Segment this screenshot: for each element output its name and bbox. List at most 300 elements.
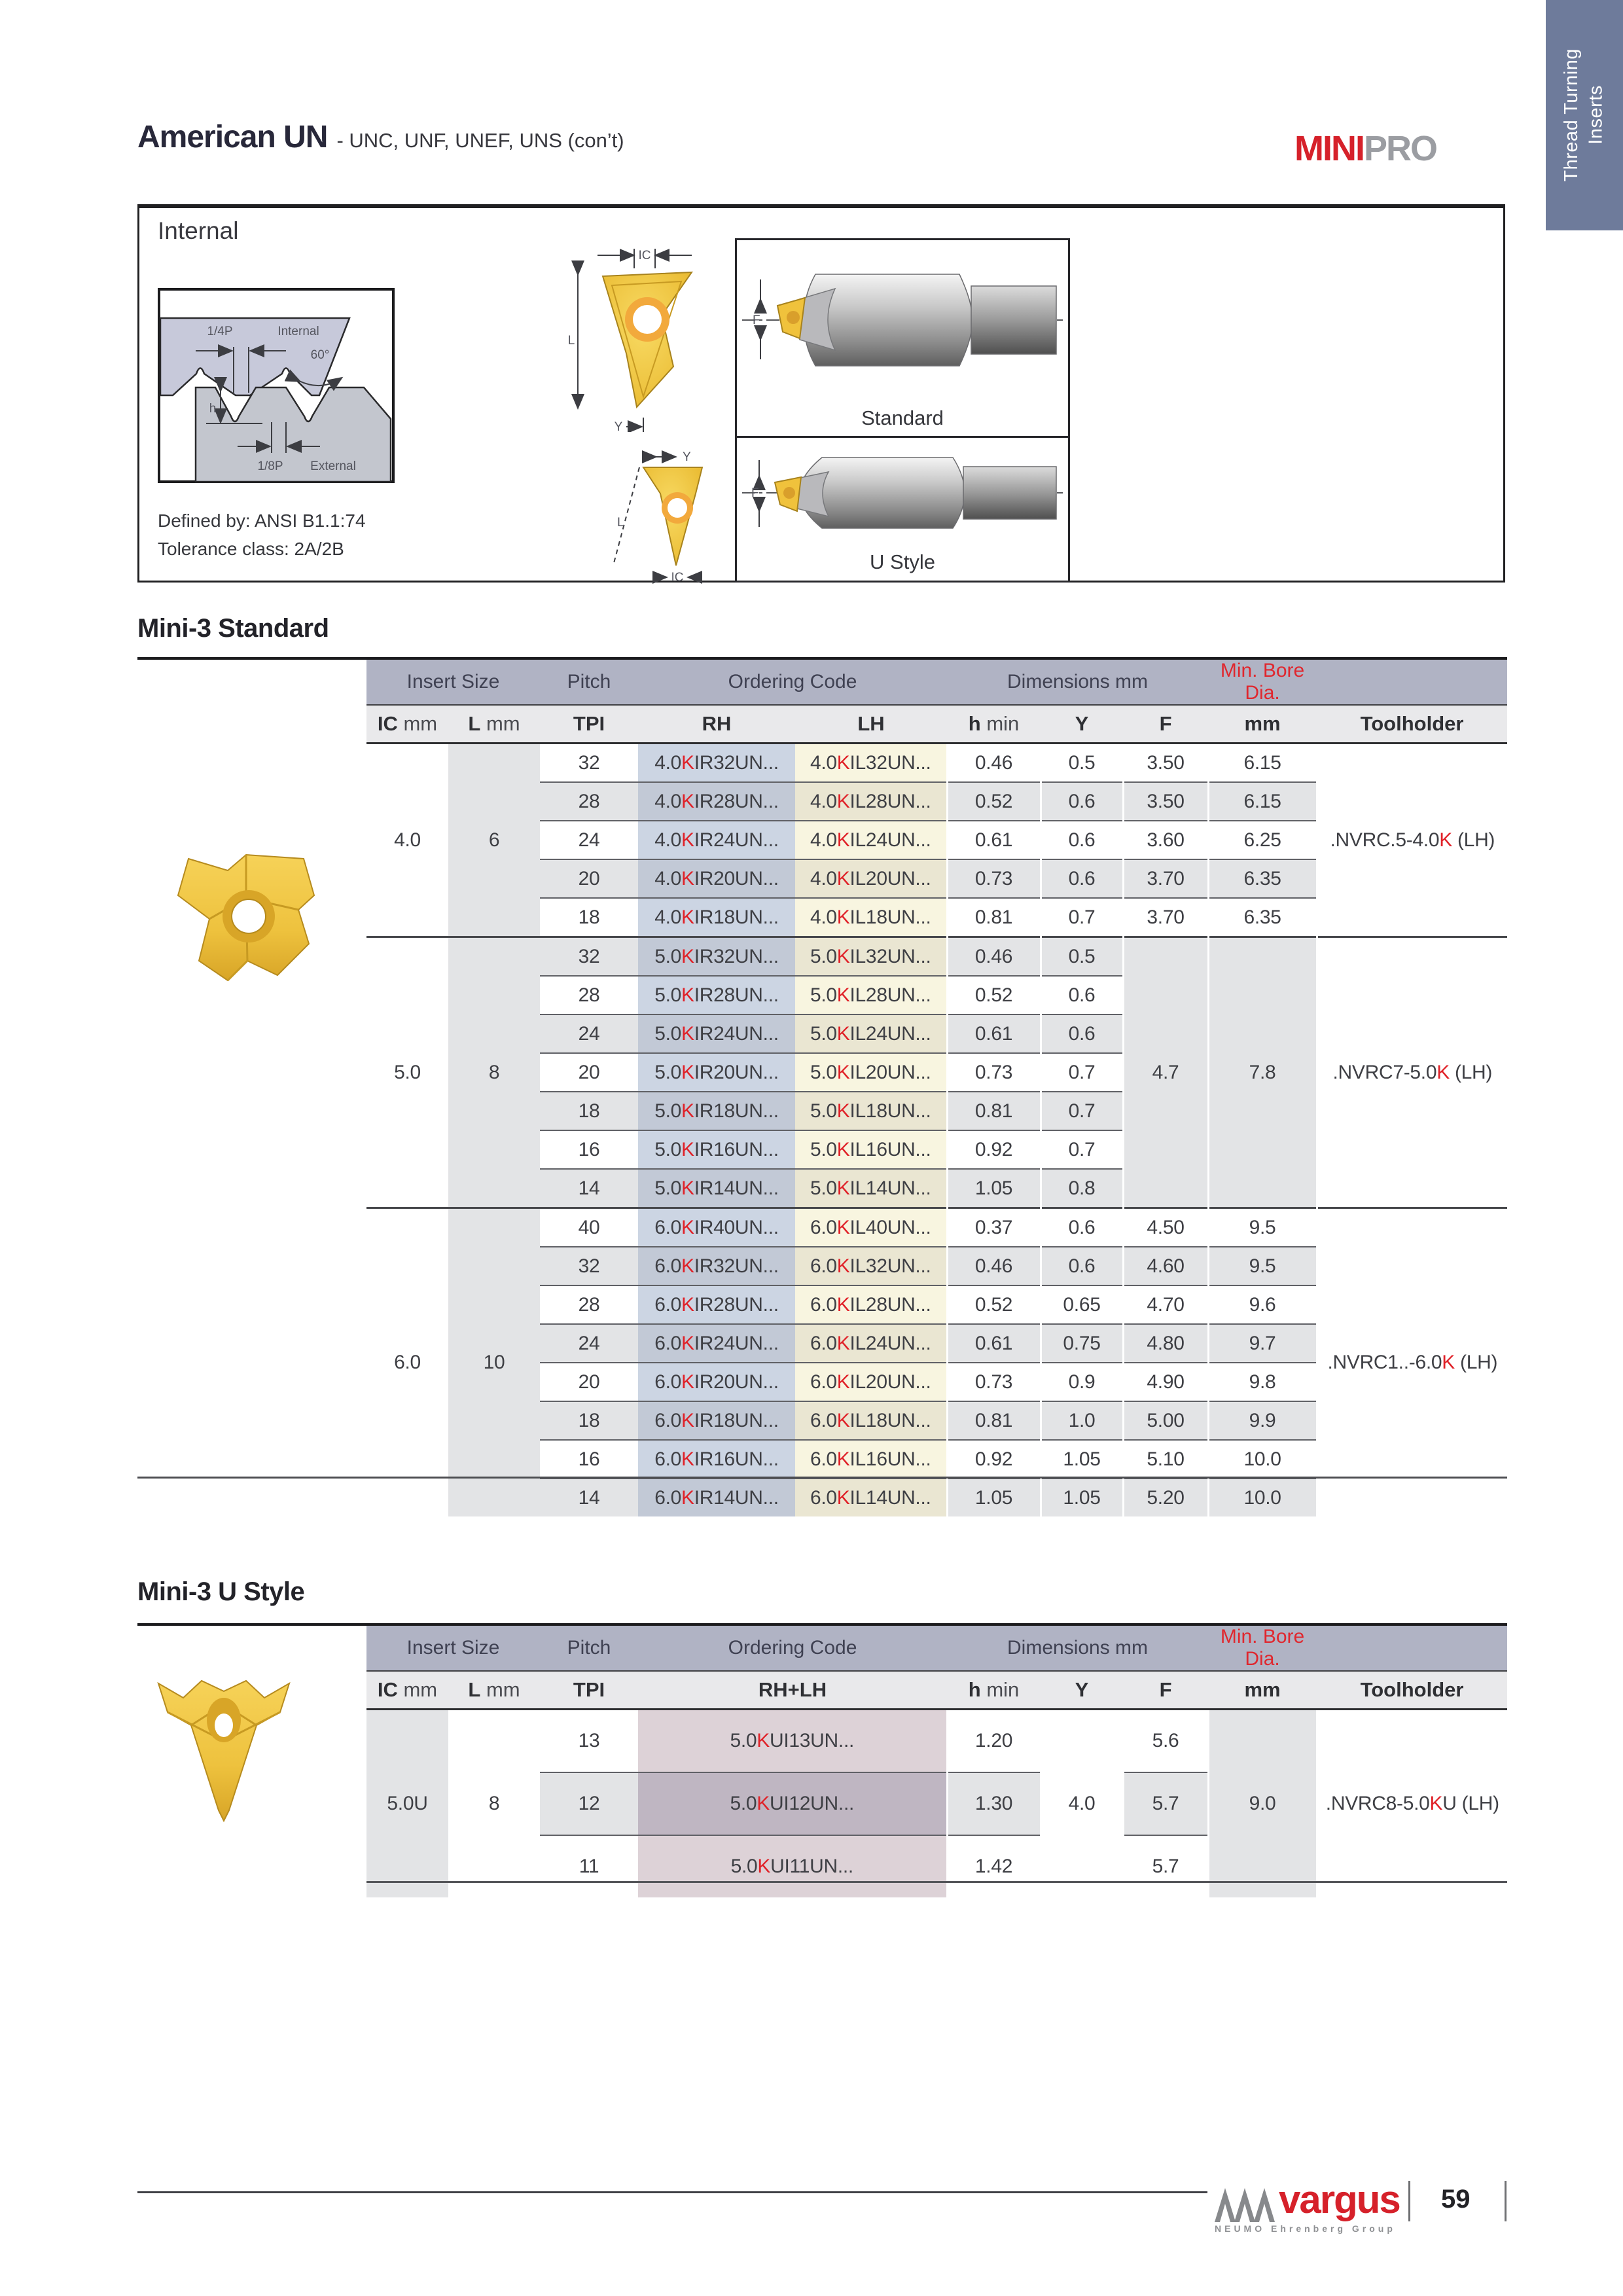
- header-ordering-code: Ordering Code: [638, 660, 947, 705]
- ordering-code-rh-red: K: [681, 1061, 694, 1083]
- u-toolholder-cell-post: U (LH): [1442, 1793, 1499, 1814]
- toolholder-cell-pre: .NVRC1..-6.0: [1327, 1352, 1442, 1373]
- ordering-code-rh-red: K: [681, 1177, 694, 1199]
- y-cell: 0.9: [1041, 1363, 1123, 1401]
- u-col-l-mm: L mm: [448, 1671, 540, 1710]
- ordering-code-rh-post: IR28UN...: [694, 1293, 779, 1316]
- h-min-cell: 1.05: [947, 1169, 1041, 1208]
- u-ordering-code-red: K: [757, 1856, 771, 1877]
- ordering-code-rh-pre: 4.0: [654, 906, 682, 928]
- footer-divider-1: [1408, 2181, 1410, 2221]
- u-header-spacer: [1317, 1626, 1507, 1671]
- y-cell: 0.7: [1041, 1130, 1123, 1169]
- ordering-code-rh-post: IR14UN...: [694, 1177, 779, 1199]
- ordering-code-rh-pre: 4.0: [654, 867, 682, 889]
- ordering-code-rh-pre: 6.0: [654, 1486, 682, 1509]
- toolholder-cell-red: K: [1436, 1061, 1450, 1083]
- u-ordering-code-red: K: [757, 1793, 770, 1814]
- f-cell: 3.60: [1123, 821, 1208, 859]
- ordering-code-lh-red: K: [836, 945, 850, 967]
- h-min-cell: 0.61: [947, 1014, 1041, 1053]
- y-cell: 0.6: [1041, 1247, 1123, 1285]
- ordering-code-rh-pre: 6.0: [654, 1293, 682, 1316]
- ordering-code-rh-post: IR18UN...: [694, 906, 779, 928]
- page-subtitle: - UNC, UNF, UNEF, UNS (con’t): [336, 129, 624, 152]
- u-ordering-code: [638, 1835, 947, 1897]
- y-cell: 0.5: [1041, 937, 1123, 977]
- ordering-code-lh-pre: 5.0: [810, 1022, 837, 1045]
- ordering-code-lh: [795, 1208, 947, 1247]
- h-min-cell: 0.37: [947, 1208, 1041, 1247]
- ordering-code-lh-pre: 5.0: [810, 984, 837, 1006]
- u-toolholder-cell-pre: .NVRC8-5.0: [1325, 1793, 1430, 1814]
- header-pitch: Pitch: [540, 660, 638, 705]
- ordering-code-lh: [795, 1247, 947, 1285]
- ordering-code-lh-post: IL20UN...: [849, 867, 931, 889]
- ordering-code-lh: [795, 1363, 947, 1401]
- ordering-code-lh-red: K: [836, 1448, 850, 1470]
- ordering-code-rh-pre: 5.0: [654, 1100, 682, 1122]
- y-cell: 0.7: [1041, 1092, 1123, 1130]
- internal-panel: [137, 204, 1505, 583]
- ordering-code-lh-post: IL18UN...: [849, 1100, 931, 1122]
- header-dimensions: Dimensions mm: [947, 660, 1208, 705]
- u-col-y: Y: [1041, 1671, 1123, 1710]
- tpi-cell: 28: [540, 782, 638, 821]
- footer-divider-2: [1505, 2181, 1507, 2221]
- u-ordering-code-pre: 5.0: [730, 1793, 757, 1814]
- y-cell: 0.65: [1041, 1285, 1123, 1324]
- vargus-logo-mark: [1215, 2184, 1283, 2222]
- col-lh: LH: [795, 705, 947, 744]
- ordering-code-lh-red: K: [836, 906, 850, 928]
- ordering-code-lh: [795, 1479, 947, 1516]
- ordering-code-lh: [795, 859, 947, 898]
- l-cell: 10: [448, 1208, 540, 1517]
- tolerance-text: Tolerance class: 2A/2B: [158, 539, 344, 560]
- ordering-code-rh: [638, 1130, 795, 1169]
- label-quarter-p: 1/4P: [207, 325, 233, 338]
- ordering-code-lh-pre: 6.0: [810, 1486, 837, 1509]
- ordering-code-rh-pre: 5.0: [654, 1138, 682, 1160]
- ordering-code-lh-post: IL14UN...: [849, 1486, 931, 1509]
- col-rh: RH: [638, 705, 795, 744]
- toolholder-cell: [1317, 744, 1507, 937]
- ordering-code-rh-pre: 5.0: [654, 1022, 682, 1045]
- standard-row-5.0-32: [366, 937, 1507, 977]
- ordering-code-lh-red: K: [836, 1022, 850, 1045]
- standard-caption: Standard: [861, 406, 944, 429]
- toolholder-cell-pre: .NVRC7-5.0: [1332, 1061, 1437, 1083]
- ordering-code-rh-post: IR18UN...: [694, 1409, 779, 1431]
- ordering-code-lh-pre: 4.0: [810, 751, 837, 774]
- ordering-code-lh-red: K: [836, 790, 850, 812]
- standard-row-4.0-32: [366, 744, 1507, 783]
- ordering-code-lh-pre: 4.0: [810, 906, 837, 928]
- ordering-code-rh: [638, 1401, 795, 1440]
- ordering-code-lh-post: IL28UN...: [849, 984, 931, 1006]
- dim-l: L: [567, 334, 575, 348]
- ordering-code-lh-red: K: [836, 751, 850, 774]
- y-cell: 0.75: [1041, 1324, 1123, 1363]
- ordering-code-rh-red: K: [681, 1022, 694, 1045]
- chapter-tab-label: Thread Turning Inserts: [1561, 48, 1607, 182]
- y-cell: 0.7: [1041, 898, 1123, 937]
- u-tpi-cell: 12: [540, 1772, 638, 1835]
- f-cell: 5.10: [1123, 1440, 1208, 1479]
- ordering-code-lh-red: K: [836, 1371, 850, 1393]
- h-min-cell: 0.92: [947, 1440, 1041, 1479]
- ordering-code-rh: [638, 1479, 795, 1516]
- ordering-code-lh-pre: 5.0: [810, 1138, 837, 1160]
- ordering-code-rh: [638, 1092, 795, 1130]
- ordering-code-rh-post: IR20UN...: [694, 867, 779, 889]
- y-cell: 1.05: [1041, 1479, 1123, 1516]
- tpi-cell: 28: [540, 1285, 638, 1324]
- ordering-code-rh-red: K: [681, 984, 694, 1006]
- ordering-code-lh-post: IL28UN...: [849, 1293, 931, 1316]
- ordering-code-lh-pre: 4.0: [810, 790, 837, 812]
- ordering-code-lh-post: IL24UN...: [849, 1022, 931, 1045]
- ordering-code-lh: [795, 1324, 947, 1363]
- min-bore-cell: 10.0: [1208, 1440, 1317, 1479]
- ordering-code-rh: [638, 1208, 795, 1247]
- h-min-cell: 0.46: [947, 1247, 1041, 1285]
- ordering-code-lh-red: K: [836, 1486, 850, 1509]
- ordering-code-rh-red: K: [681, 751, 694, 774]
- min-bore-cell: 6.25: [1208, 821, 1317, 859]
- tpi-cell: 28: [540, 976, 638, 1014]
- f-cell: 3.70: [1123, 898, 1208, 937]
- h-min-cell: 0.81: [947, 1401, 1041, 1440]
- ordering-code-lh-post: IL28UN...: [849, 790, 931, 812]
- l-cell: 8: [448, 937, 540, 1208]
- ustyle-holder-box: [735, 436, 1070, 583]
- toolholder-cell-post: (LH): [1454, 1352, 1498, 1373]
- col-mm: mm: [1208, 705, 1317, 744]
- ordering-code-rh-red: K: [681, 790, 694, 812]
- ordering-code-lh-pre: 5.0: [810, 1177, 837, 1199]
- ustyle-table-wrap: [366, 1626, 1507, 1897]
- ordering-code-rh: [638, 1363, 795, 1401]
- ustyle-section-heading: Mini-3 U Style: [137, 1577, 305, 1606]
- header-insert-size: Insert Size: [366, 660, 540, 705]
- tpi-cell: 20: [540, 1363, 638, 1401]
- h-min-cell: 0.52: [947, 1285, 1041, 1324]
- ordering-code-rh-post: IR20UN...: [694, 1061, 779, 1083]
- u-header-min-bore: Min. Bore Dia.: [1208, 1626, 1317, 1671]
- ordering-code-lh-pre: 5.0: [810, 1061, 837, 1083]
- ordering-code-rh: [638, 821, 795, 859]
- ordering-code-rh: [638, 976, 795, 1014]
- ustyle-caption: U Style: [870, 550, 935, 573]
- col-toolholder: Toolholder: [1317, 705, 1507, 744]
- standard-insert-diagram: [563, 242, 727, 432]
- ustyle-insert-diagram: [597, 448, 748, 584]
- ordering-code-rh: [638, 782, 795, 821]
- h-min-cell: 0.61: [947, 821, 1041, 859]
- u-ordering-code-pre: 5.0: [730, 1730, 757, 1751]
- ordering-code-rh: [638, 859, 795, 898]
- ordering-code-rh-pre: 6.0: [654, 1448, 682, 1470]
- ordering-code-rh-pre: 6.0: [654, 1255, 682, 1277]
- ordering-code-lh-post: IL24UN...: [849, 1332, 931, 1354]
- ustyle-holder-image: [737, 438, 1068, 548]
- ordering-code-rh: [638, 1169, 795, 1208]
- ordering-code-lh: [795, 1014, 947, 1053]
- ordering-code-rh-red: K: [681, 1332, 694, 1354]
- ordering-code-lh-pre: 6.0: [810, 1332, 837, 1354]
- ordering-code-lh: [795, 1401, 947, 1440]
- u-header-dimensions: Dimensions mm: [947, 1626, 1208, 1671]
- ordering-code-lh-pre: 6.0: [810, 1293, 837, 1316]
- ordering-code-lh-pre: 4.0: [810, 829, 837, 851]
- ordering-code-rh-red: K: [681, 1486, 694, 1509]
- y-cell: 0.7: [1041, 1053, 1123, 1092]
- ordering-code-lh-post: IL16UN...: [849, 1448, 931, 1470]
- min-bore-cell: 9.9: [1208, 1401, 1317, 1440]
- ordering-code-rh-post: IR24UN...: [694, 1332, 779, 1354]
- ordering-code-lh-red: K: [836, 1177, 850, 1199]
- u-col-h-min: h min: [947, 1671, 1041, 1710]
- toolholder-cell: [1317, 1208, 1507, 1517]
- ordering-code-rh-post: IR32UN...: [694, 945, 779, 967]
- f-cell-merged: 4.7: [1123, 937, 1208, 1208]
- thread-profile-diagram: [158, 288, 399, 484]
- standard-group-header-row: [366, 660, 1507, 705]
- ordering-code-lh: [795, 1130, 947, 1169]
- h-min-cell: 0.61: [947, 1324, 1041, 1363]
- ustyle-insert-photo: [145, 1662, 302, 1826]
- ordering-code-lh-pre: 6.0: [810, 1448, 837, 1470]
- u-h-min-cell: 1.42: [947, 1835, 1041, 1897]
- h-min-cell: 0.73: [947, 859, 1041, 898]
- ordering-code-rh: [638, 744, 795, 783]
- u-col-rhlh: RH+LH: [638, 1671, 947, 1710]
- standard-insert-photo: [149, 833, 343, 1004]
- y-cell: 0.8: [1041, 1169, 1123, 1208]
- h-min-cell: 1.05: [947, 1479, 1041, 1516]
- defined-by-text: Defined by: ANSI B1.1:74: [158, 511, 366, 531]
- u-col-ic-mm: IC mm: [366, 1671, 448, 1710]
- header-min-bore: Min. Bore Dia.: [1208, 660, 1317, 705]
- f-cell: 4.50: [1123, 1208, 1208, 1247]
- ordering-code-lh-red: K: [836, 1100, 850, 1122]
- ordering-code-lh: [795, 782, 947, 821]
- label-angle: 60°: [310, 348, 330, 362]
- f-cell: 5.00: [1123, 1401, 1208, 1440]
- f-cell: 4.60: [1123, 1247, 1208, 1285]
- dim-f-u: F: [751, 486, 759, 500]
- ordering-code-lh-red: K: [836, 1216, 850, 1238]
- ordering-code-rh-pre: 5.0: [654, 1177, 682, 1199]
- ordering-code-rh-pre: 6.0: [654, 1371, 682, 1393]
- min-bore-cell: 6.15: [1208, 782, 1317, 821]
- toolholder-cell: [1317, 937, 1507, 1208]
- ordering-code-lh-red: K: [836, 984, 850, 1006]
- ordering-code-rh-post: IR40UN...: [694, 1216, 779, 1238]
- ordering-code-rh-red: K: [681, 1409, 694, 1431]
- tpi-cell: 16: [540, 1440, 638, 1479]
- u-f-cell: 5.7: [1123, 1835, 1208, 1897]
- label-eighth-p: 1/8P: [257, 459, 283, 473]
- ordering-code-lh-post: IL32UN...: [849, 945, 931, 967]
- col-f: F: [1123, 705, 1208, 744]
- min-bore-cell-merged: 7.8: [1208, 937, 1317, 1208]
- ordering-code-rh-post: IR28UN...: [694, 790, 779, 812]
- toolholder-cell-post: (LH): [1449, 1061, 1493, 1083]
- min-bore-cell: 10.0: [1208, 1479, 1317, 1516]
- ordering-code-lh: [795, 1285, 947, 1324]
- y-cell: 0.6: [1041, 859, 1123, 898]
- vargus-subtitle: NEUMO Ehrenberg Group: [1215, 2223, 1396, 2234]
- ordering-code-lh-pre: 6.0: [810, 1255, 837, 1277]
- vargus-wordmark: vargus: [1279, 2178, 1400, 2221]
- ordering-code-lh-pre: 4.0: [810, 867, 837, 889]
- ordering-code-rh-post: IR28UN...: [694, 984, 779, 1006]
- ordering-code-lh-post: IL14UN...: [849, 1177, 931, 1199]
- u-header-ordering-code: Ordering Code: [638, 1626, 947, 1671]
- ordering-code-lh-red: K: [836, 1409, 850, 1431]
- ordering-code-rh-pre: 5.0: [654, 1061, 682, 1083]
- ordering-code-lh-post: IL32UN...: [849, 751, 931, 774]
- dim-ic-u: IC: [671, 571, 684, 584]
- ordering-code-rh-red: K: [681, 1216, 694, 1238]
- ordering-code-lh: [795, 976, 947, 1014]
- ordering-code-rh-red: K: [681, 1448, 694, 1470]
- standard-bottom-rule: [137, 1477, 1507, 1479]
- ordering-code-rh-pre: 4.0: [654, 751, 682, 774]
- u-col-mm: mm: [1208, 1671, 1317, 1710]
- h-min-cell: 0.81: [947, 1092, 1041, 1130]
- y-cell: 0.6: [1041, 1014, 1123, 1053]
- min-bore-cell: 6.35: [1208, 898, 1317, 937]
- ordering-code-rh-post: IR32UN...: [694, 1255, 779, 1277]
- vargus-logo: [1215, 2177, 1400, 2234]
- u-min-bore-cell-merged: 9.0: [1208, 1710, 1317, 1898]
- u-ic-cell: 5.0U: [366, 1710, 448, 1898]
- tpi-cell: 24: [540, 1324, 638, 1363]
- dim-f-standard: F: [753, 314, 760, 327]
- ordering-code-rh-red: K: [681, 1293, 694, 1316]
- tpi-cell: 32: [578, 751, 600, 774]
- y-cell: 0.5: [1041, 744, 1123, 783]
- col-y: Y: [1041, 705, 1123, 744]
- col-h-min: h min: [947, 705, 1041, 744]
- f-cell: 5.20: [1123, 1479, 1208, 1516]
- tpi-cell: 18: [540, 1092, 638, 1130]
- u-toolholder-cell-red: K: [1429, 1793, 1443, 1814]
- ustyle-group-header-row: [366, 1626, 1507, 1671]
- ordering-code-rh-post: IR24UN...: [694, 1022, 779, 1045]
- ordering-code-lh: [795, 1169, 947, 1208]
- ordering-code-lh-post: IL40UN...: [849, 1216, 931, 1238]
- ic-cell: 6.0: [366, 1208, 448, 1517]
- ordering-code-lh-red: K: [836, 1255, 850, 1277]
- l-cell: 6: [448, 744, 540, 937]
- minipro-logo: MINIPRO: [1294, 129, 1437, 168]
- tpi-cell: 32: [540, 937, 638, 977]
- ordering-code-rh-red: K: [681, 945, 694, 967]
- y-cell: 0.6: [1041, 821, 1123, 859]
- u-tpi-cell: 11: [540, 1835, 638, 1897]
- ordering-code-rh-pre: 6.0: [654, 1332, 682, 1354]
- ordering-code-rh: [638, 1053, 795, 1092]
- h-min-cell: 0.73: [947, 1053, 1041, 1092]
- ordering-code-lh-red: K: [836, 1332, 850, 1354]
- ordering-code-rh-red: K: [681, 867, 694, 889]
- chapter-tab: [1546, 0, 1623, 230]
- h-min-cell: 0.52: [947, 976, 1041, 1014]
- h-min-cell: 0.46: [947, 744, 1041, 783]
- f-cell: 3.70: [1123, 859, 1208, 898]
- ordering-code-rh-post: IR14UN...: [694, 1486, 779, 1509]
- ordering-code-lh-post: IL32UN...: [849, 1255, 931, 1277]
- y-cell: 0.6: [1041, 976, 1123, 1014]
- ordering-code-lh: [795, 1053, 947, 1092]
- ordering-code-rh: [638, 1324, 795, 1363]
- tpi-cell: 24: [540, 1014, 638, 1053]
- ordering-code-rh: [638, 898, 795, 937]
- u-toolholder-cell: [1317, 1710, 1507, 1898]
- ustyle-bottom-rule: [366, 1881, 1507, 1883]
- col-tpi: TPI: [540, 705, 638, 744]
- dim-l-u: L: [617, 516, 624, 529]
- min-bore-cell: 9.8: [1208, 1363, 1317, 1401]
- u-ordering-code-red: K: [757, 1730, 770, 1751]
- toolholder-cell-red: K: [1442, 1352, 1455, 1373]
- ordering-code-lh-post: IL18UN...: [849, 906, 931, 928]
- ordering-code-lh-red: K: [836, 1293, 850, 1316]
- ordering-code-rh-post: IR24UN...: [694, 829, 779, 851]
- ordering-code-lh-red: K: [836, 867, 850, 889]
- u-ordering-code: [638, 1772, 947, 1835]
- ordering-code-rh-red: K: [681, 829, 694, 851]
- min-bore-cell: 6.15: [1208, 744, 1317, 783]
- standard-holder-box: [735, 238, 1070, 439]
- h-min-cell: 0.46: [947, 937, 1041, 977]
- ic-cell: 5.0: [366, 937, 448, 1208]
- ordering-code-lh-pre: 5.0: [810, 945, 837, 967]
- ordering-code-lh-red: K: [836, 1138, 850, 1160]
- u-header-pitch: Pitch: [540, 1626, 638, 1671]
- standard-section-heading: Mini-3 Standard: [137, 614, 329, 643]
- min-bore-cell: 9.7: [1208, 1324, 1317, 1363]
- u-col-toolholder: Toolholder: [1317, 1671, 1507, 1710]
- u-ordering-code: [638, 1710, 947, 1773]
- standard-column-header-row: [366, 705, 1507, 744]
- ustyle-column-header-row: [366, 1671, 1507, 1710]
- u-col-f: F: [1123, 1671, 1208, 1710]
- ordering-code-lh-post: IL20UN...: [849, 1061, 931, 1083]
- u-ordering-code-post: UI12UN...: [770, 1793, 855, 1814]
- ordering-code-rh-post: IR16UN...: [694, 1138, 779, 1160]
- u-ordering-code-post: UI11UN...: [770, 1856, 853, 1877]
- u-tpi-cell: 13: [578, 1730, 600, 1751]
- u-ordering-code-pre: 5.0: [730, 1856, 758, 1877]
- ordering-code-rh-pre: 4.0: [654, 790, 682, 812]
- tpi-cell: 18: [540, 1401, 638, 1440]
- ordering-code-rh: [638, 1014, 795, 1053]
- f-cell: 4.90: [1123, 1363, 1208, 1401]
- u-f-cell: 5.6: [1123, 1710, 1208, 1773]
- min-bore-cell: 9.6: [1208, 1285, 1317, 1324]
- ordering-code-rh-pre: 4.0: [654, 829, 682, 851]
- ordering-code-lh: [795, 898, 947, 937]
- ordering-code-rh-post: IR18UN...: [694, 1100, 779, 1122]
- ordering-code-lh-red: K: [836, 1061, 850, 1083]
- ordering-code-rh: [638, 1247, 795, 1285]
